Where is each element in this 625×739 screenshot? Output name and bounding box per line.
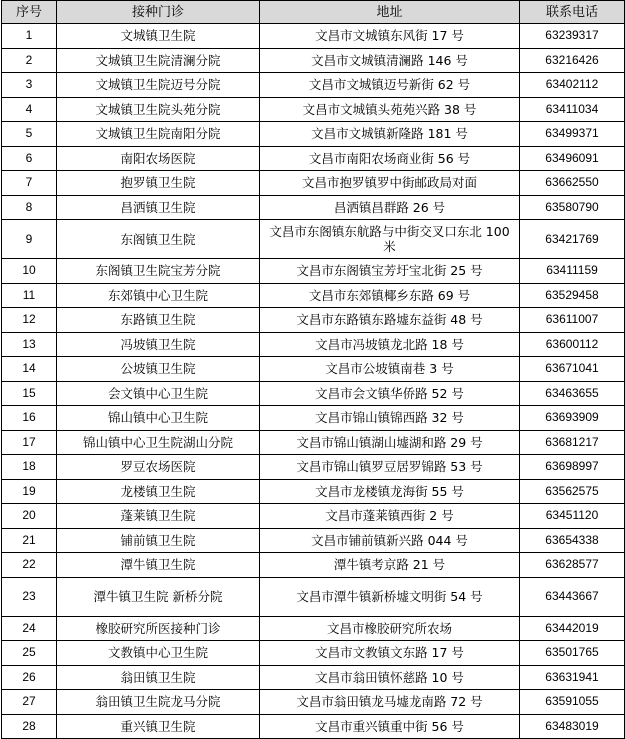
- row-phone: 63411159: [520, 259, 625, 284]
- row-phone: 63698997: [520, 455, 625, 480]
- row-no: 10: [2, 259, 57, 284]
- row-site: 文城镇卫生院迈号分院: [57, 73, 260, 98]
- table-row: [2, 308, 625, 333]
- table-row: [2, 504, 625, 529]
- row-no: 5: [2, 122, 57, 147]
- table-row: [2, 430, 625, 455]
- row-site: 翁田镇卫生院龙马分院: [57, 690, 260, 715]
- table-row: [2, 283, 625, 308]
- row-site: 锦山镇中心卫生院湖山分院: [57, 430, 260, 455]
- row-no: 13: [2, 332, 57, 357]
- table-row: [2, 616, 625, 641]
- header-no: 序号: [2, 1, 57, 24]
- row-address: 昌洒镇昌群路 26 号: [260, 195, 520, 220]
- row-address: 文昌市锦山镇湖山墟湖和路 29 号: [260, 430, 520, 455]
- row-no: 28: [2, 714, 57, 739]
- table-row: [2, 122, 625, 147]
- row-no: 3: [2, 73, 57, 98]
- table-row: [2, 171, 625, 196]
- table-row: [2, 641, 625, 666]
- table-row: [2, 528, 625, 553]
- table-row: [2, 220, 625, 259]
- row-address: 文昌市文城镇东风街 17 号: [260, 24, 520, 49]
- row-no: 27: [2, 690, 57, 715]
- row-address: 文昌市东郊镇椰乡东路 69 号: [260, 283, 520, 308]
- header-phone: 联系电话: [520, 1, 625, 24]
- row-site: 东阁镇卫生院宝芳分院: [57, 259, 260, 284]
- table-row: [2, 381, 625, 406]
- row-no: 26: [2, 665, 57, 690]
- row-no: 21: [2, 528, 57, 553]
- row-phone: 63671041: [520, 357, 625, 382]
- table-row: [2, 553, 625, 578]
- header-address: 地址: [260, 1, 520, 24]
- row-site: 蓬莱镇卫生院: [57, 504, 260, 529]
- row-site: 文城镇卫生院头苑分院: [57, 97, 260, 122]
- row-address: 文昌市重兴镇重中街 56 号: [260, 714, 520, 739]
- table-row: [2, 357, 625, 382]
- row-phone: 63591055: [520, 690, 625, 715]
- row-no: 16: [2, 406, 57, 431]
- row-address: 文昌市冯坡镇龙北路 18 号: [260, 332, 520, 357]
- row-site: 会文镇中心卫生院: [57, 381, 260, 406]
- table-row: [2, 577, 625, 616]
- row-no: 22: [2, 553, 57, 578]
- row-phone: 63216426: [520, 48, 625, 73]
- row-phone: 63451120: [520, 504, 625, 529]
- row-site: 文城镇卫生院: [57, 24, 260, 49]
- row-phone: 63693909: [520, 406, 625, 431]
- table-row: [2, 665, 625, 690]
- row-phone: 63421769: [520, 220, 625, 259]
- row-site: 东路镇卫生院: [57, 308, 260, 333]
- row-address: 文昌市翁田镇龙马墟龙南路 72 号: [260, 690, 520, 715]
- row-site: 潭牛镇卫生院: [57, 553, 260, 578]
- row-phone: 63501765: [520, 641, 625, 666]
- row-no: 2: [2, 48, 57, 73]
- table-row: [2, 406, 625, 431]
- row-phone: 63580790: [520, 195, 625, 220]
- row-site: 橡胶研究所医接种门诊: [57, 616, 260, 641]
- row-address: 文昌市文城镇清澜路 146 号: [260, 48, 520, 73]
- row-phone: 63600112: [520, 332, 625, 357]
- table-row: [2, 97, 625, 122]
- row-phone: 63681217: [520, 430, 625, 455]
- table-row: [2, 455, 625, 480]
- row-phone: 63631941: [520, 665, 625, 690]
- row-no: 11: [2, 283, 57, 308]
- row-no: 18: [2, 455, 57, 480]
- row-no: 12: [2, 308, 57, 333]
- row-no: 4: [2, 97, 57, 122]
- table-row: [2, 259, 625, 284]
- table-row: [2, 690, 625, 715]
- row-phone: 63411034: [520, 97, 625, 122]
- row-no: 19: [2, 479, 57, 504]
- header-site: 接种门诊: [57, 1, 260, 24]
- row-site: 公坡镇卫生院: [57, 357, 260, 382]
- row-no: 23: [2, 577, 57, 616]
- row-no: 15: [2, 381, 57, 406]
- row-no: 8: [2, 195, 57, 220]
- row-address: 文昌市锦山镇锦西路 32 号: [260, 406, 520, 431]
- row-no: 20: [2, 504, 57, 529]
- row-address: 文昌市文城镇新隆路 181 号: [260, 122, 520, 147]
- row-phone: 63496091: [520, 146, 625, 171]
- row-address: 文昌市东阁镇宝芳圩宝北街 25 号: [260, 259, 520, 284]
- row-address: 文昌市锦山镇罗豆居罗锦路 53 号: [260, 455, 520, 480]
- row-address: 文昌市南阳农场商业街 56 号: [260, 146, 520, 171]
- row-address: 文昌市东路镇东路墟东益街 48 号: [260, 308, 520, 333]
- row-address: 潭牛镇考京路 21 号: [260, 553, 520, 578]
- row-address: 文昌市龙楼镇龙海街 55 号: [260, 479, 520, 504]
- row-phone: 63483019: [520, 714, 625, 739]
- row-no: 17: [2, 430, 57, 455]
- row-site: 东郊镇中心卫生院: [57, 283, 260, 308]
- row-address: 文昌市铺前镇新兴路 044 号: [260, 528, 520, 553]
- row-no: 6: [2, 146, 57, 171]
- row-address: 文昌市潭牛镇新桥墟文明街 54 号: [260, 577, 520, 616]
- row-no: 7: [2, 171, 57, 196]
- row-no: 24: [2, 616, 57, 641]
- table-row: [2, 332, 625, 357]
- row-address: 文昌市东阁镇东航路与中街交叉口东北 100 米: [260, 220, 520, 259]
- row-site: 潭牛镇卫生院 新桥分院: [57, 577, 260, 616]
- table-row: [2, 714, 625, 739]
- row-site: 文城镇卫生院清澜分院: [57, 48, 260, 73]
- row-site: 东阁镇卫生院: [57, 220, 260, 259]
- table-row: [2, 24, 625, 49]
- row-address: 文昌市橡胶研究所农场: [260, 616, 520, 641]
- row-no: 1: [2, 24, 57, 49]
- row-phone: 63628577: [520, 553, 625, 578]
- row-phone: 63463655: [520, 381, 625, 406]
- row-site: 翁田镇卫生院: [57, 665, 260, 690]
- row-phone: 63611007: [520, 308, 625, 333]
- row-phone: 63662550: [520, 171, 625, 196]
- row-no: 9: [2, 220, 57, 259]
- row-address: 文昌市文城镇迈号新街 62 号: [260, 73, 520, 98]
- row-address: 文昌市抱罗镇罗中街邮政局对面: [260, 171, 520, 196]
- row-site: 重兴镇卫生院: [57, 714, 260, 739]
- row-phone: 63442019: [520, 616, 625, 641]
- row-site: 龙楼镇卫生院: [57, 479, 260, 504]
- row-address: 文昌市公坡镇南巷 3 号: [260, 357, 520, 382]
- row-address: 文昌市文教镇文东路 17 号: [260, 641, 520, 666]
- row-no: 25: [2, 641, 57, 666]
- table-row: [2, 195, 625, 220]
- row-phone: 63529458: [520, 283, 625, 308]
- header-row: [2, 1, 625, 24]
- row-site: 冯坡镇卫生院: [57, 332, 260, 357]
- row-site: 抱罗镇卫生院: [57, 171, 260, 196]
- row-site: 文城镇卫生院南阳分院: [57, 122, 260, 147]
- table-row: [2, 146, 625, 171]
- table-row: [2, 48, 625, 73]
- row-address: 文昌市翁田镇怀慈路 10 号: [260, 665, 520, 690]
- row-phone: 63239317: [520, 24, 625, 49]
- row-phone: 63402112: [520, 73, 625, 98]
- row-no: 14: [2, 357, 57, 382]
- row-site: 昌洒镇卫生院: [57, 195, 260, 220]
- row-site: 罗豆农场医院: [57, 455, 260, 480]
- row-site: 南阳农场医院: [57, 146, 260, 171]
- row-phone: 63499371: [520, 122, 625, 147]
- row-phone: 63562575: [520, 479, 625, 504]
- row-address: 文昌市会文镇华侨路 52 号: [260, 381, 520, 406]
- row-phone: 63654338: [520, 528, 625, 553]
- row-phone: 63443667: [520, 577, 625, 616]
- row-site: 文教镇中心卫生院: [57, 641, 260, 666]
- table-row: [2, 73, 625, 98]
- table-body: [2, 24, 625, 739]
- row-site: 铺前镇卫生院: [57, 528, 260, 553]
- row-address: 文昌市文城镇头苑苑兴路 38 号: [260, 97, 520, 122]
- table-row: [2, 479, 625, 504]
- row-site: 锦山镇中心卫生院: [57, 406, 260, 431]
- row-address: 文昌市蓬莱镇西街 2 号: [260, 504, 520, 529]
- vaccination-clinic-table: [1, 0, 625, 739]
